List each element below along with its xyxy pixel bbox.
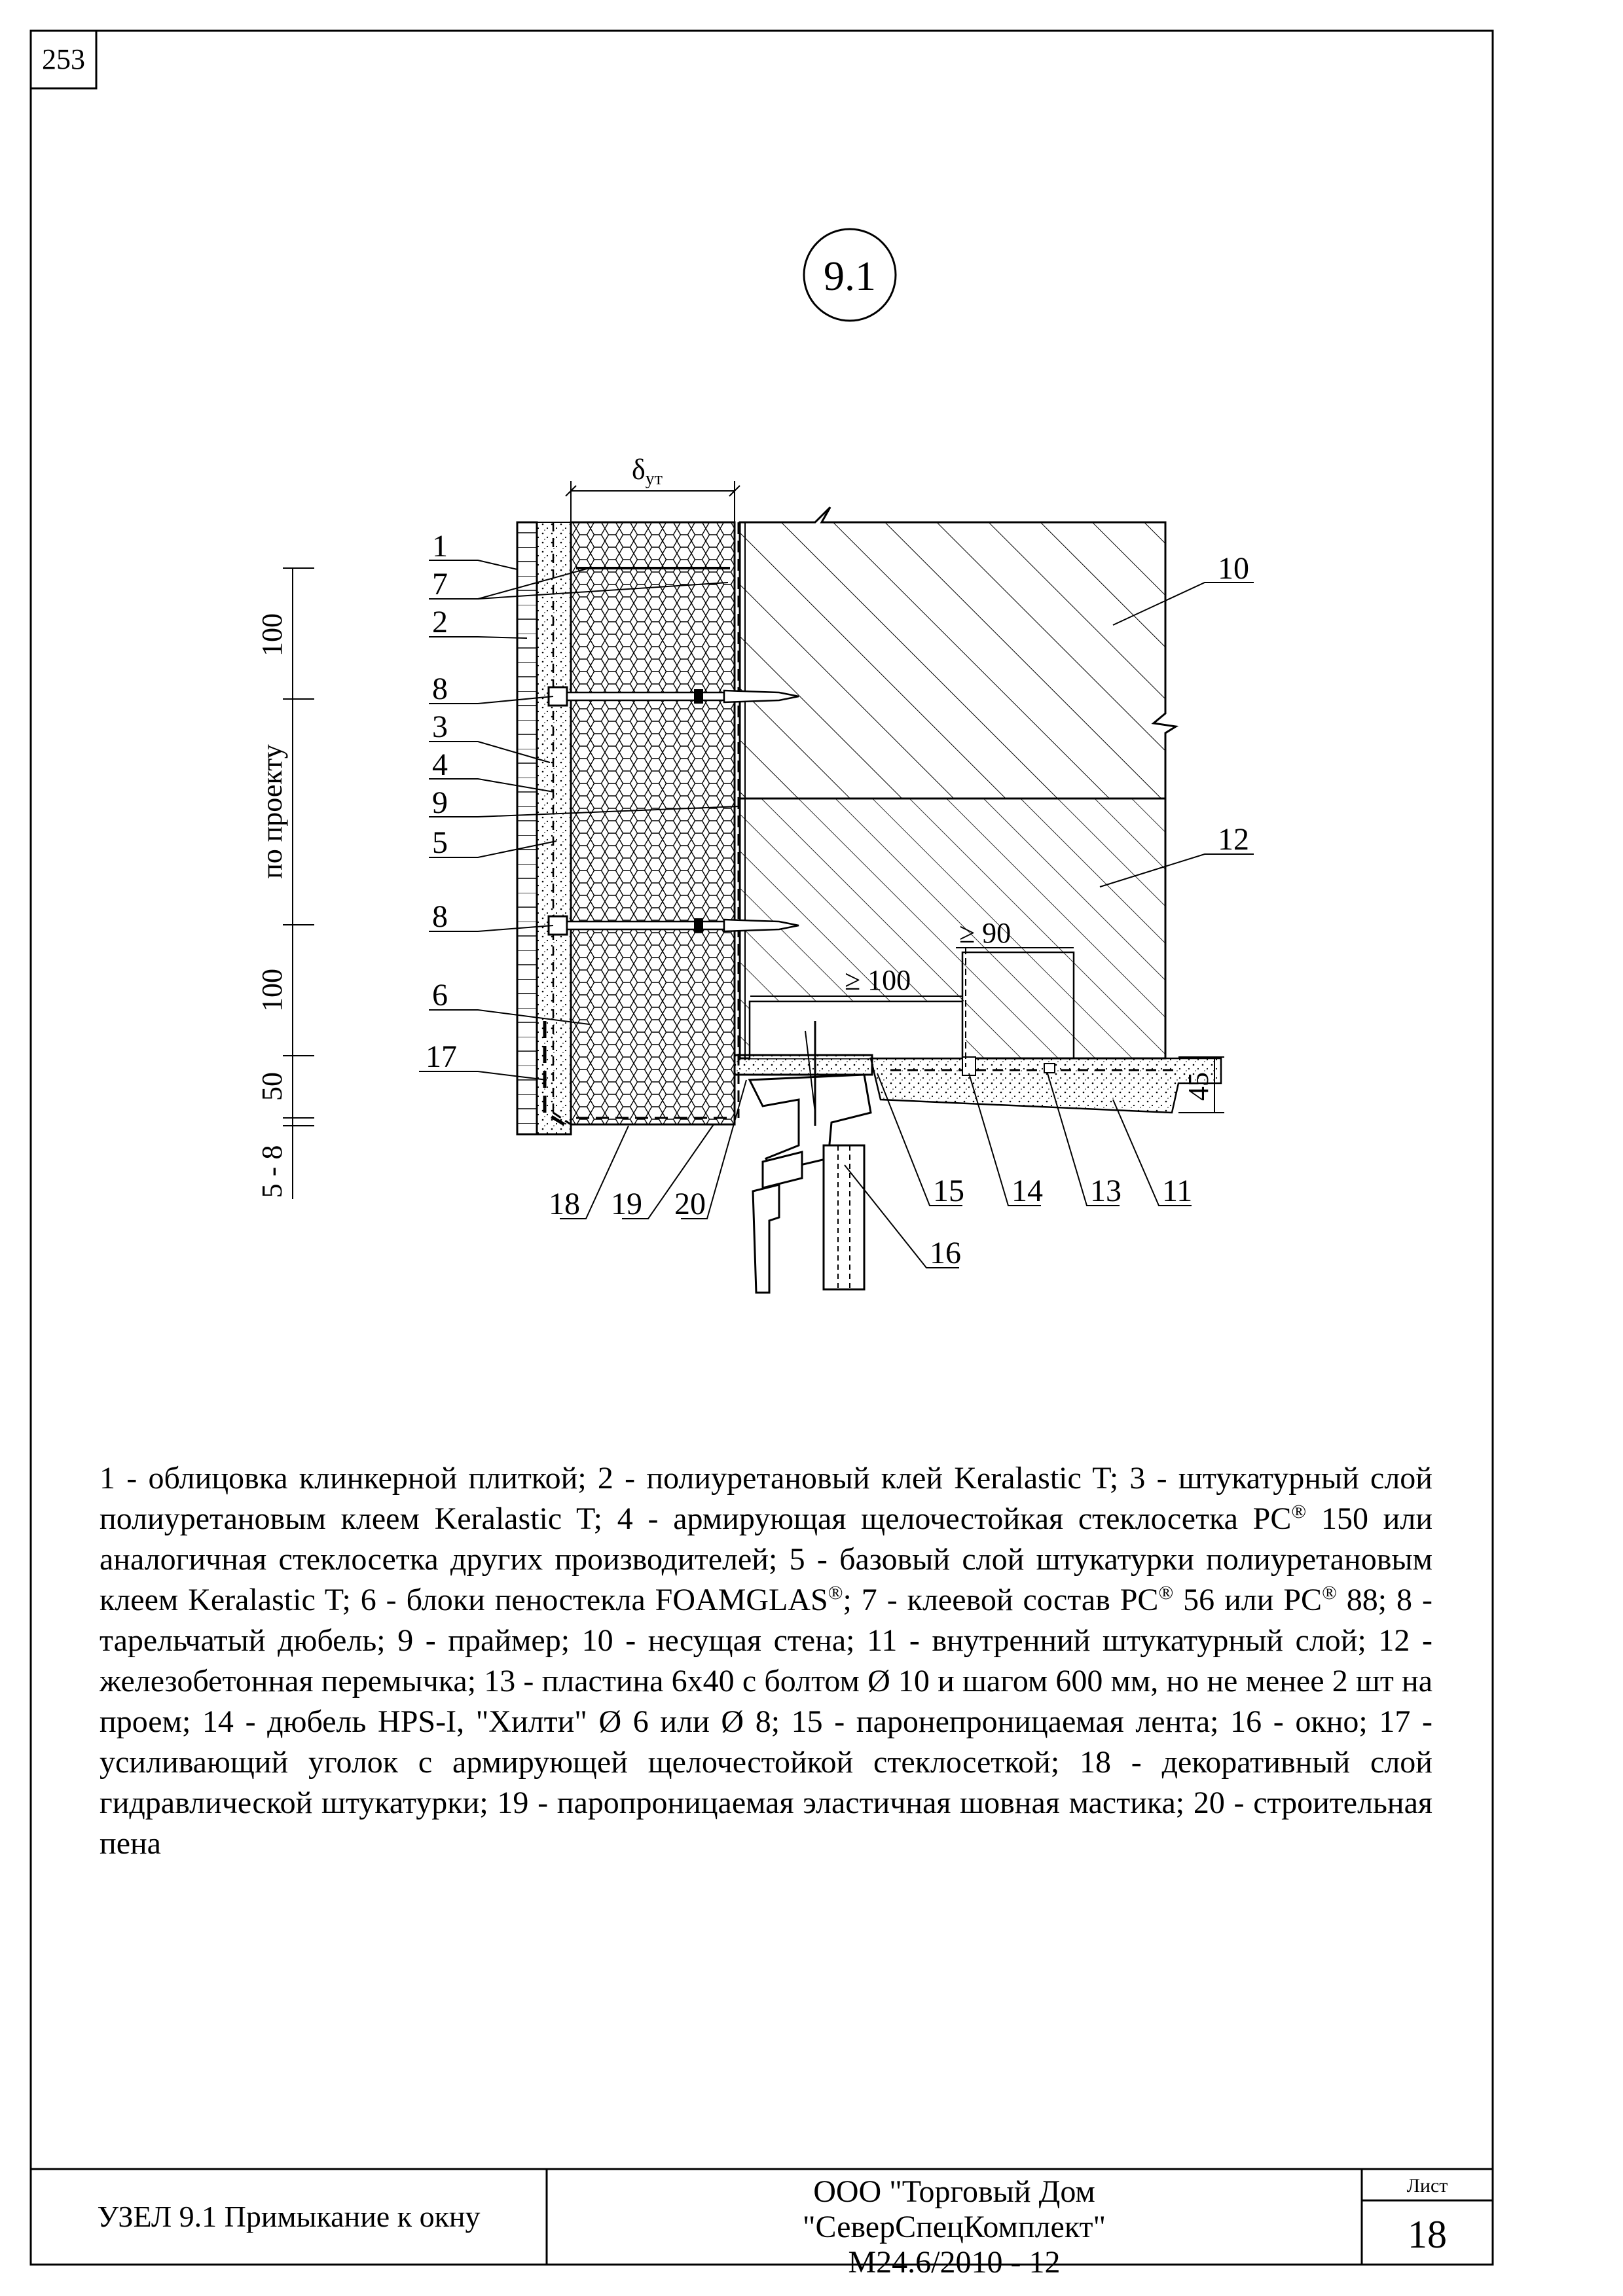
org-line-1: ООО "Торговый Дом (813, 2174, 1095, 2209)
callout-17: 17 (426, 1039, 457, 1074)
callout-16: 16 (930, 1236, 961, 1270)
dim-50: 50 (256, 1072, 288, 1101)
callout-19: 19 (611, 1187, 642, 1221)
title-block-title: УЗЕЛ 9.1 Примыкание к окну (97, 2200, 481, 2233)
node-label: 9.1 (824, 253, 876, 299)
callout-5: 5 (432, 825, 448, 860)
foamglas-insulation (571, 522, 735, 1124)
callout-13: 13 (1090, 1174, 1122, 1208)
bearing-wall (740, 507, 1176, 798)
callout-3: 3 (432, 709, 448, 744)
dim-min-90: ≥ 90 (959, 917, 1012, 949)
callout-18: 18 (549, 1187, 580, 1221)
sheet-label: Лист (1406, 2175, 1448, 2197)
callout-14: 14 (1012, 1174, 1043, 1208)
callout-8-upper: 8 (432, 672, 448, 706)
dim-min-100: ≥ 100 (845, 964, 911, 996)
sheet-frame (31, 31, 1493, 2265)
callout-15: 15 (933, 1174, 964, 1208)
callout-6: 6 (432, 978, 448, 1013)
dim-5-8: 5 - 8 (256, 1145, 288, 1198)
doc-code: М24.6/2010 - 12 (848, 2245, 1061, 2280)
reinforced-lintel (740, 798, 1165, 1058)
callout-2: 2 (432, 605, 448, 639)
callout-10: 10 (1218, 551, 1249, 586)
dim-100-lower: 100 (256, 969, 288, 1012)
callout-12: 12 (1218, 822, 1249, 857)
node-label-marker (804, 229, 896, 321)
legend-text: 1 - облицовка клинкерной плиткой; 2 - полиуретановый клей Keralastic T; 3 - штукатурный слой полиуретановым клеем Keralastic T; 4 - армирующая щелочестойкая стеклосетка PC® 150 или аналогичная стеклосетка других производителей; 5 - базовый слой штукатурки полиуретановым клеем Keralastic T; 6 - блоки пеностекла FOAMGLAS®; 7 - клеевой состав PC® 56 или PC® 88; 8 - тарельчатый дюбель; 9 - праймер; 10 - несущая стена; 11 - внутренний штукатурный слой; 12 - железобетонная перемычка; 13 - пластина 6х40 с болтом Ø 10 и шагом 600 мм, но не менее 2 шт на проем; 14 - дюбель HPS-I, "Хилти" Ø 6 или Ø 8; 15 - паронепроницаемая лента; 16 - окно; 17 - усиливающий уголок с армирующей щелочестойкой стеклосеткой; 18 - декоративный слой гидравлической штукатурки; 19 - паропроницаемая эластичная шовная мастика; 20 - строительная пена (100, 1461, 1433, 1861)
callout-4: 4 (432, 747, 448, 782)
dim-by-design: по проекту (256, 744, 288, 879)
title-block-org (547, 2169, 1362, 2280)
callout-8-lower: 8 (432, 899, 448, 934)
callout-20: 20 (674, 1187, 706, 1221)
dim-45: 45 (1182, 1072, 1214, 1101)
callout-11: 11 (1162, 1174, 1193, 1208)
org-line-2: "СеверСпецКомплект" (802, 2210, 1106, 2244)
callout-9: 9 (432, 785, 448, 820)
dim-100-upper: 100 (256, 613, 288, 656)
callout-7: 7 (432, 567, 448, 601)
callout-1: 1 (432, 529, 448, 564)
page-number: 253 (42, 43, 85, 75)
sheet-number: 18 (1408, 2213, 1447, 2256)
delta-dimension-label: δут (632, 454, 663, 489)
